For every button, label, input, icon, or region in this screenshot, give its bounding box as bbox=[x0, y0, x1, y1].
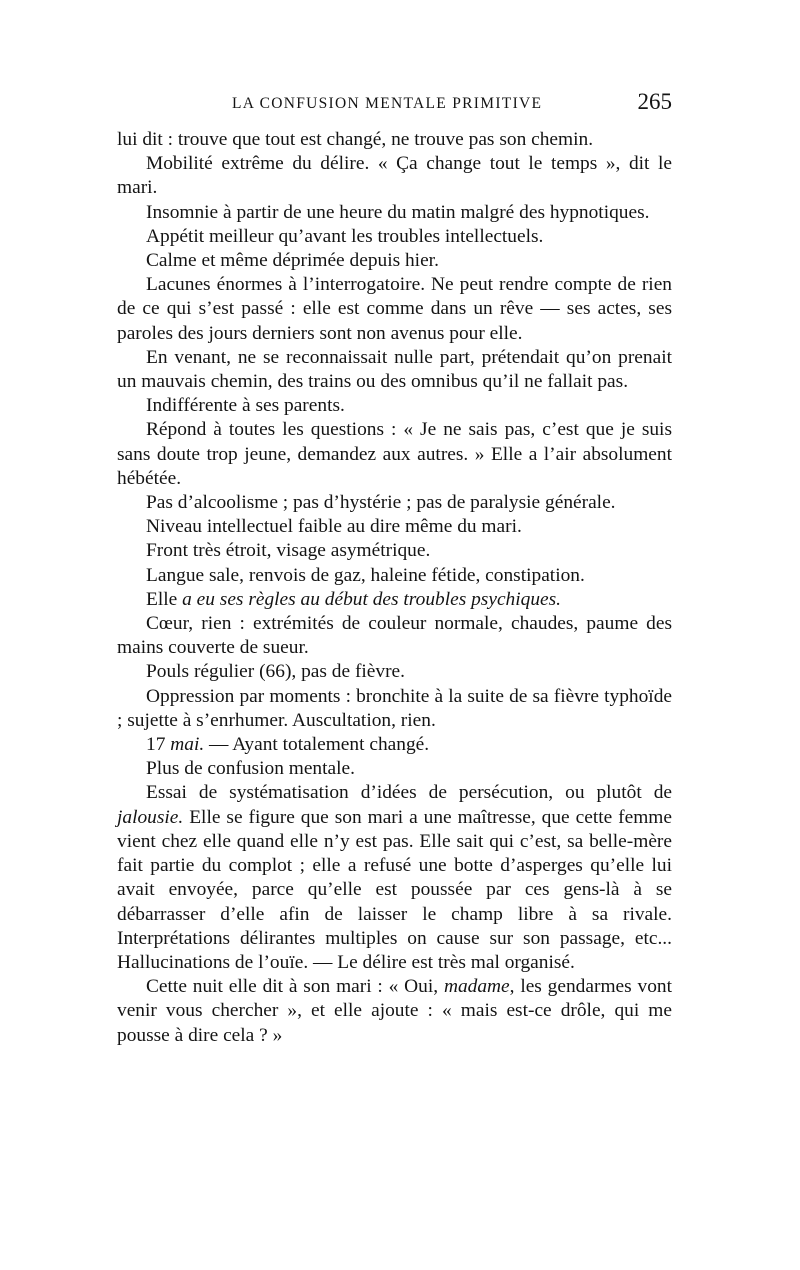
text-run: Elle se figure que son mari a une maîtresse, que cette femme vient chez elle quand elle n’y est pas. Elle sait qui c’est, sa belle-mère fait partie du complot ; elle a refusé une botte d’asperges qu’elle lui avait envoyée, parce qu’elle est poussée par ces gens-là à se débarrasser d’elle afin de laisser le champ libre à sa rivale. Interprétations délirantes multiples on cause sur son passage, etc... Hallucinations de l’ouïe. — Le délire est très mal organisé. bbox=[117, 806, 672, 973]
running-title: LA CONFUSION MENTALE PRIMITIVE bbox=[232, 95, 543, 112]
paragraph bbox=[117, 781, 672, 975]
text-run: 17 bbox=[146, 734, 171, 756]
text-run: Calme et même déprimée depuis hier. bbox=[146, 250, 439, 272]
text-run: Elle bbox=[146, 588, 183, 610]
text-run: , les gendarmes vont venir vous chercher », et elle ajoute : « mais est-ce drôle, qui me pousse à dire cela ? » bbox=[117, 976, 672, 1046]
paragraph bbox=[117, 539, 672, 563]
text-run: Lacunes énormes à l’interrogatoire. Ne peut rendre compte de rien de ce qui s’est passé : elle est comme dans un rêve — ses actes, ses paroles des jours derniers sont non avenus pour elle. bbox=[117, 274, 672, 344]
text-run: Indifférente à ses parents. bbox=[146, 395, 345, 417]
paragraph bbox=[117, 346, 672, 394]
text-run: lui dit : trouve que tout est changé, ne trouve pas son chemin. bbox=[117, 129, 594, 150]
text-run: Cœur, rien : extrémités de couleur normale, chaudes, paume des mains couverte de sueur. bbox=[117, 613, 672, 659]
paragraph bbox=[117, 660, 672, 684]
paragraph bbox=[117, 152, 672, 200]
body-text bbox=[117, 128, 672, 1048]
paragraph bbox=[117, 418, 672, 491]
page-number: 265 bbox=[637, 89, 672, 114]
text-run: En venant, ne se reconnaissait nulle part, prétendait qu’on prenait un mauvais chemin, des trains ou des omnibus qu’il ne fallait pas. bbox=[117, 346, 672, 393]
paragraph bbox=[117, 588, 672, 612]
text-run: Mobilité extrême du délire. « Ça change tout le temps », dit le mari. bbox=[117, 153, 672, 199]
text-run: Front très étroit, visage asymétrique. bbox=[146, 540, 431, 562]
italic-text: jalousie. bbox=[117, 806, 184, 828]
text-run: Langue sale, renvois de gaz, haleine fétide, constipation. bbox=[146, 564, 585, 586]
text-run: Pouls régulier (66), pas de fièvre. bbox=[146, 661, 405, 683]
italic-text: mai. bbox=[170, 734, 205, 756]
paragraph bbox=[117, 515, 672, 539]
paragraph bbox=[117, 225, 672, 249]
text-run: Répond à toutes les questions : « Je ne sais pas, c’est que je suis sans doute trop jeune, demandez aux autres. » Elle a l’air absolument hébétée. bbox=[117, 419, 672, 489]
text-run: Cette nuit elle dit à son mari : « Oui, bbox=[146, 976, 444, 998]
paragraph bbox=[117, 733, 672, 757]
text-run: Oppression par moments : bronchite à la suite de sa fièvre typhoïde ; sujette à s’enrhumer. Auscultation, rien. bbox=[117, 685, 672, 731]
paragraph bbox=[117, 201, 672, 225]
paragraph bbox=[117, 249, 672, 273]
paragraph bbox=[117, 612, 672, 660]
paragraph bbox=[117, 128, 672, 152]
text-run: Appétit meilleur qu’avant les troubles intellectuels. bbox=[146, 225, 544, 247]
paragraph bbox=[117, 394, 672, 418]
text-run: Insomnie à partir de une heure du matin malgré des hypnotiques. bbox=[146, 201, 650, 223]
paragraph bbox=[117, 685, 672, 733]
paragraph bbox=[117, 491, 672, 515]
text-run: — Ayant totalement changé. bbox=[204, 734, 430, 756]
text-run: Pas d’alcoolisme ; pas d’hystérie ; pas de paralysie générale. bbox=[146, 492, 616, 514]
text-run: Niveau intellectuel faible au dire même du mari. bbox=[146, 516, 522, 538]
paragraph bbox=[117, 975, 672, 1048]
italic-text: a eu ses règles au début des troubles psychiques. bbox=[182, 588, 562, 610]
paragraph bbox=[117, 273, 672, 346]
text-run: Plus de confusion mentale. bbox=[146, 758, 355, 780]
page-header bbox=[117, 89, 672, 122]
paragraph bbox=[117, 564, 672, 588]
text-run: Essai de systématisation d’idées de persécution, ou plutôt de bbox=[146, 782, 672, 804]
italic-text: madame bbox=[443, 976, 510, 998]
paragraph bbox=[117, 757, 672, 781]
